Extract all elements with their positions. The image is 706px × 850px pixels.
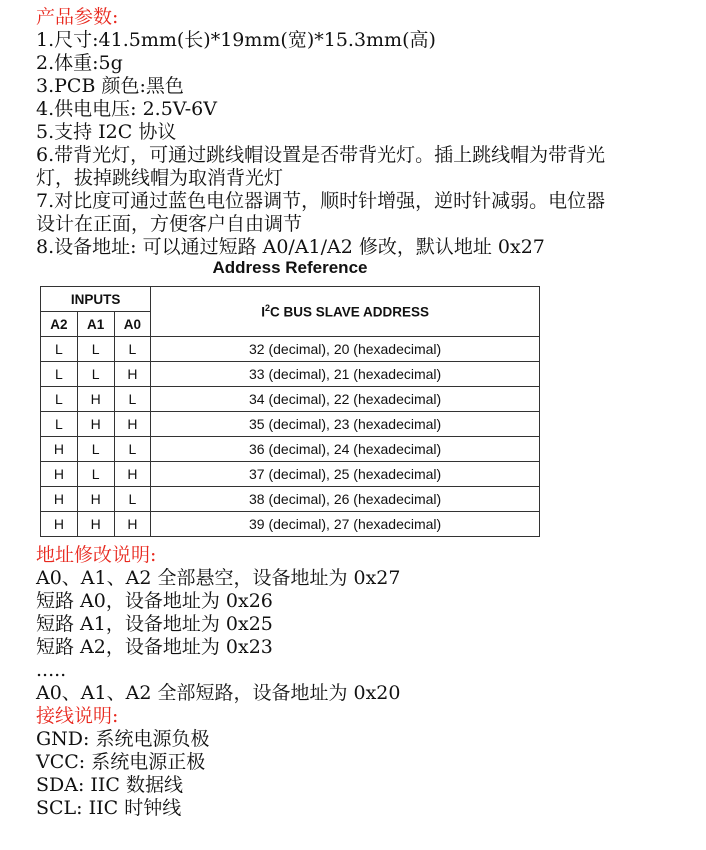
col-a1: A1 (77, 312, 114, 337)
address-note: 短路 A0，设备地址为 0x26 (36, 590, 273, 612)
param-weight: 2.体重:5g (36, 52, 123, 74)
wiring-scl: SCL: IIC 时钟线 (36, 797, 182, 819)
wiring-vcc: VCC: 系统电源正极 (36, 751, 206, 773)
params-heading: 产品参数: (36, 6, 119, 28)
address-note: 短路 A1，设备地址为 0x25 (36, 613, 273, 635)
address-note: 短路 A2，设备地址为 0x23 (36, 636, 273, 658)
param-voltage: 4.供电电压: 2.5V-6V (36, 98, 217, 120)
table-row: L H L 34 (decimal), 22 (hexadecimal) (41, 387, 540, 412)
param-address: 8.设备地址: 可以通过短路 A0/A1/A2 修改，默认地址 0x27 (36, 236, 545, 258)
param-size: 1.尺寸:41.5mm(长)*19mm(宽)*15.3mm(高) (36, 29, 436, 51)
param-pcb-color: 3.PCB 颜色:黑色 (36, 75, 184, 97)
table-title: Address Reference (212, 258, 368, 277)
col-a0: A0 (114, 312, 151, 337)
wiring-heading: 接线说明: (36, 705, 119, 727)
table-row: H L H 37 (decimal), 25 (hexadecimal) (41, 462, 540, 487)
table-row: L L L 32 (decimal), 20 (hexadecimal) (41, 337, 540, 362)
wiring-sda: SDA: IIC 数据线 (36, 774, 183, 796)
table-row: H H L 38 (decimal), 26 (hexadecimal) (41, 487, 540, 512)
table-row: H H H 39 (decimal), 27 (hexadecimal) (41, 512, 540, 537)
col-a2: A2 (41, 312, 78, 337)
address-notes-heading: 地址修改说明: (36, 544, 157, 566)
param-contrast: 7.对比度可通过蓝色电位器调节，顺时针增强，逆时针减弱。电位器 (36, 190, 606, 212)
param-protocol: 5.支持 I2C 协议 (36, 121, 177, 143)
table-row: L H H 35 (decimal), 23 (hexadecimal) (41, 412, 540, 437)
wiring-gnd: GND: 系统电源负极 (36, 728, 210, 750)
table-row: H L L 36 (decimal), 24 (hexadecimal) (41, 437, 540, 462)
address-note: A0、A1、A2 全部悬空，设备地址为 0x27 (36, 567, 401, 589)
param-backlight-cont: 灯，拔掉跳线帽为取消背光灯 (36, 167, 284, 189)
address-note-ellipsis: ..... (36, 659, 67, 681)
param-contrast-cont: 设计在正面，方便客户自由调节 (36, 213, 303, 235)
param-backlight: 6.带背光灯，可通过跳线帽设置是否带背光灯。插上跳线帽为带背光 (36, 144, 606, 166)
address-table (40, 286, 540, 537)
table-row: L L H 33 (decimal), 21 (hexadecimal) (41, 362, 540, 387)
address-note: A0、A1、A2 全部短路，设备地址为 0x20 (36, 682, 401, 704)
address-header: $I^2C$ BUS SLAVE ADDRESS (151, 287, 540, 337)
inputs-header: INPUTS (41, 287, 151, 312)
